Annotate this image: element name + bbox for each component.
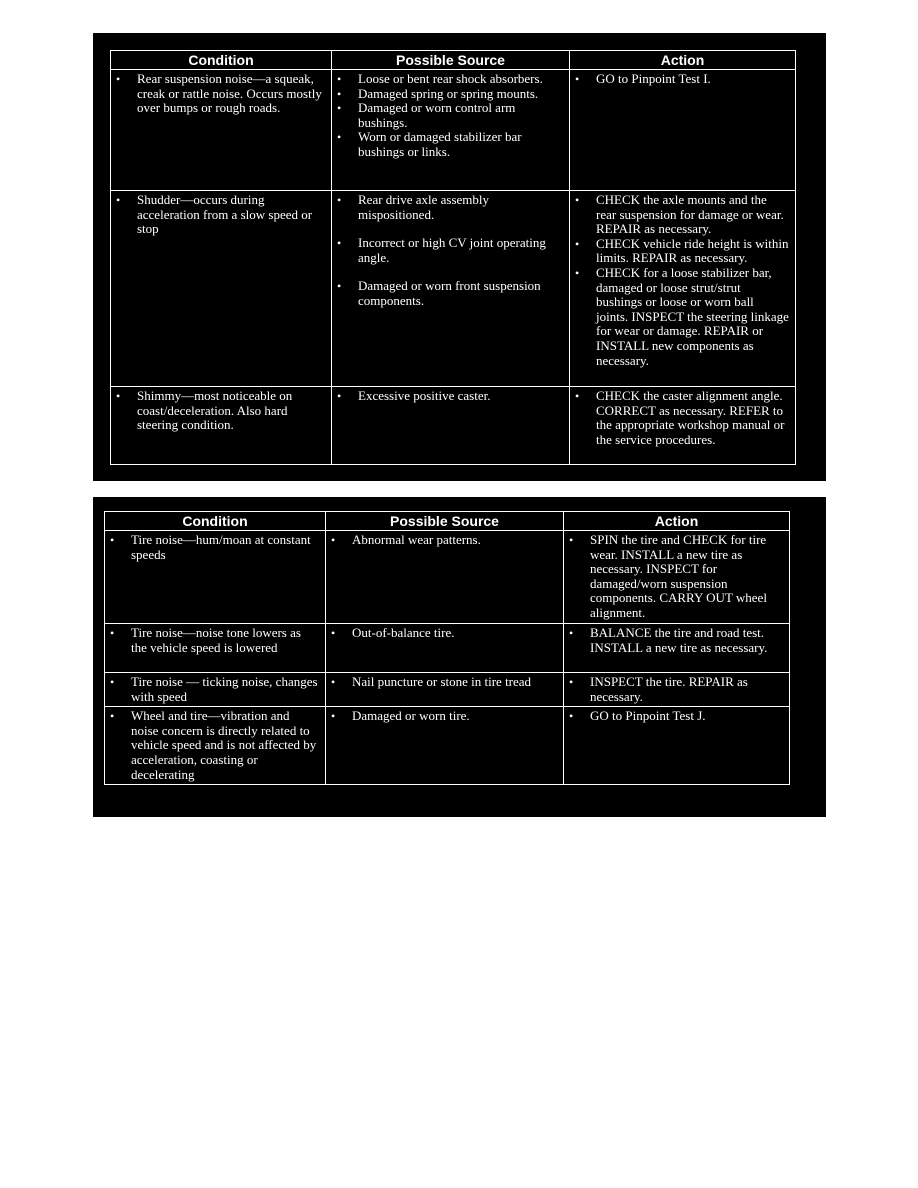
table-row	[105, 707, 790, 785]
action-item: • CHECK vehicle ride height is within limits. REPAIR as necessary.	[574, 237, 789, 266]
action-item: • INSPECT the tire. REPAIR as necessary.	[568, 675, 783, 704]
diagnosis-table-suspension	[110, 50, 796, 465]
action-item: • CHECK the axle mounts and the rear suspension for damage or wear. REPAIR as necessary.	[574, 193, 789, 237]
diagnosis-panel-suspension	[93, 33, 826, 481]
source-item: • Damaged or worn front suspension components.	[336, 279, 563, 308]
source-item: • Incorrect or high CV joint operating angle.	[336, 236, 563, 265]
action-item: • SPIN the tire and CHECK for tire wear. INSTALL a new tire as necessary. INSPECT for damaged/worn suspension components. CARRY OUT wheel alignment.	[568, 533, 783, 621]
table-header-row	[111, 51, 796, 70]
source-item: • Nail puncture or stone in tire tread	[330, 675, 557, 690]
source-cell	[326, 624, 564, 673]
source-item: • Out-of-balance tire.	[330, 626, 557, 641]
table-row	[111, 387, 796, 465]
condition-cell	[105, 673, 326, 707]
table-row	[105, 673, 790, 707]
condition-item: • Tire noise—hum/moan at constant speeds	[109, 533, 319, 562]
condition-item: • Tire noise—noise tone lowers as the vehicle speed is lowered	[109, 626, 319, 655]
action-cell	[570, 387, 796, 465]
source-item: • Abnormal wear patterns.	[330, 533, 557, 548]
source-cell	[332, 387, 570, 465]
source-item: • Excessive positive caster.	[336, 389, 563, 404]
condition-item: • Wheel and tire—vibration and noise concern is directly related to vehicle speed and is not affected by acceleration, coasting or decelerating	[109, 709, 319, 782]
action-cell	[564, 707, 790, 785]
condition-cell	[111, 387, 332, 465]
action-cell	[570, 191, 796, 387]
action-item: • GO to Pinpoint Test J.	[568, 709, 783, 724]
table-header-row	[105, 512, 790, 531]
action-item: • CHECK the caster alignment angle. CORRECT as necessary. REFER to the appropriate workshop manual or the service procedures.	[574, 389, 789, 447]
source-item: • Rear drive axle assembly mispositioned.	[336, 193, 563, 222]
action-cell	[564, 624, 790, 673]
source-cell	[326, 673, 564, 707]
action-item: • GO to Pinpoint Test I.	[574, 72, 789, 87]
diagnosis-table-tires	[104, 511, 790, 785]
table-row	[105, 624, 790, 673]
source-cell	[332, 70, 570, 191]
action-item: • BALANCE the tire and road test. INSTALL a new tire as necessary.	[568, 626, 783, 655]
source-item: • Loose or bent rear shock absorbers.	[336, 72, 563, 87]
action-item: • CHECK for a loose stabilizer bar, damaged or loose strut/strut bushings or loose or worn ball joints. INSPECT the steering linkage for wear or damage. REPAIR or INSTALL new components as necessary.	[574, 266, 789, 368]
condition-cell	[105, 531, 326, 624]
header-action: Action	[564, 512, 790, 531]
source-cell	[326, 707, 564, 785]
header-condition: Condition	[105, 512, 326, 531]
source-item: • Damaged spring or spring mounts.	[336, 87, 563, 102]
condition-item: • Shudder—occurs during acceleration from a slow speed or stop	[115, 193, 325, 237]
diagnosis-panel-tires	[93, 497, 826, 817]
source-cell	[326, 531, 564, 624]
condition-cell	[111, 191, 332, 387]
source-cell	[332, 191, 570, 387]
condition-item: • Shimmy—most noticeable on coast/deceleration. Also hard steering condition.	[115, 389, 325, 433]
condition-cell	[111, 70, 332, 191]
table-row	[111, 70, 796, 191]
condition-item: • Rear suspension noise—a squeak, creak or rattle noise. Occurs mostly over bumps or rough roads.	[115, 72, 325, 116]
header-action: Action	[570, 51, 796, 70]
condition-item: • Tire noise — ticking noise, changes with speed	[109, 675, 319, 704]
action-cell	[564, 531, 790, 624]
header-possible-source: Possible Source	[332, 51, 570, 70]
table-row	[111, 191, 796, 387]
condition-cell	[105, 707, 326, 785]
header-possible-source: Possible Source	[326, 512, 564, 531]
action-cell	[570, 70, 796, 191]
source-item: • Damaged or worn tire.	[330, 709, 557, 724]
source-item: • Damaged or worn control arm bushings.	[336, 101, 563, 130]
source-item: • Worn or damaged stabilizer bar bushings or links.	[336, 130, 563, 159]
action-cell	[564, 673, 790, 707]
header-condition: Condition	[111, 51, 332, 70]
condition-cell	[105, 624, 326, 673]
table-row	[105, 531, 790, 624]
